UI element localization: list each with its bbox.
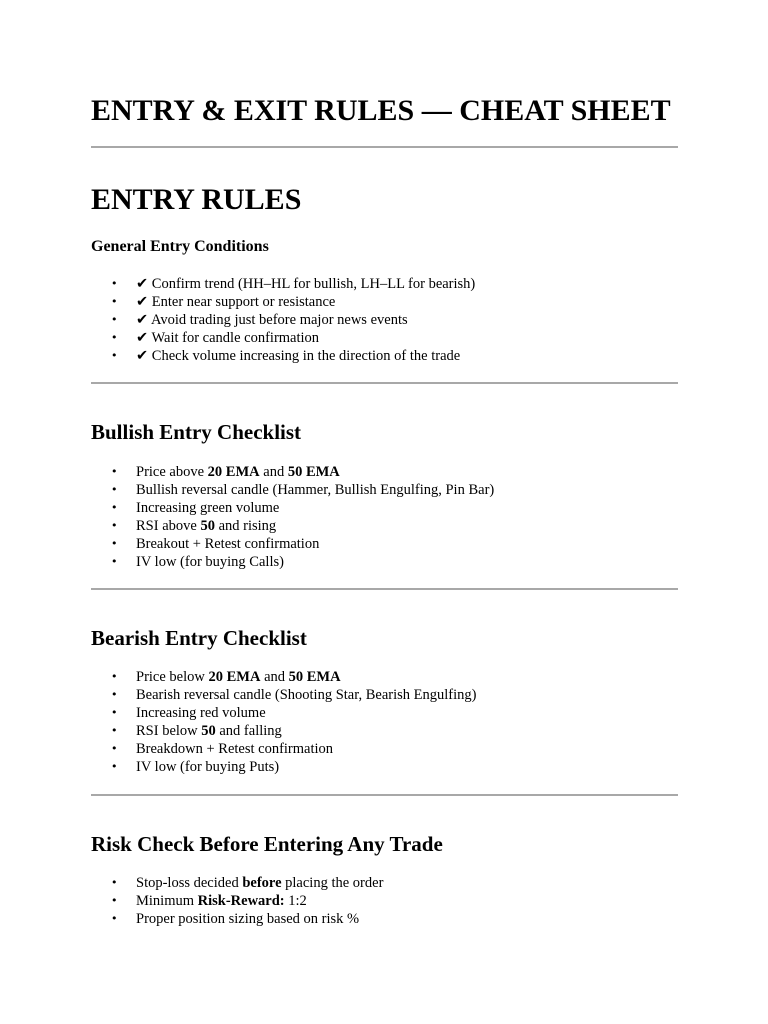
list-item: • Increasing green volume xyxy=(91,499,691,517)
list-item: • IV low (for buying Puts) xyxy=(91,758,691,776)
list-item: • IV low (for buying Calls) xyxy=(91,553,691,571)
item-bold-text: 20 EMA xyxy=(208,669,261,685)
list-item: • Increasing red volume xyxy=(91,704,691,722)
divider xyxy=(91,382,678,384)
page-title: ENTRY & EXIT RULES — CHEAT SHEET xyxy=(91,94,671,127)
item-text: and falling xyxy=(215,723,282,739)
list-item: • ✔ Check volume increasing in the direction of the trade xyxy=(91,347,691,365)
item-text: and xyxy=(259,464,288,480)
list-item: • ✔ Confirm trend (HH–HL for bullish, LH–LL for bearish) xyxy=(91,275,691,293)
list-item: • ✔ Enter near support or resistance xyxy=(91,293,691,311)
bearish-entry-checklist-heading: Bearish Entry Checklist xyxy=(91,626,307,650)
divider xyxy=(91,588,678,590)
general-entry-conditions-list xyxy=(91,275,691,365)
risk-check-heading: Risk Check Before Entering Any Trade xyxy=(91,832,443,856)
item-text: Price above xyxy=(136,464,208,480)
bullish-entry-checklist-heading: Bullish Entry Checklist xyxy=(91,420,302,444)
list-item xyxy=(91,463,691,481)
risk-check-list xyxy=(91,874,691,928)
item-text: Price below xyxy=(136,669,209,685)
item-text: Stop-loss decided xyxy=(136,875,243,891)
list-item xyxy=(91,874,691,892)
divider xyxy=(91,146,678,148)
list-item: • Proper position sizing based on risk % xyxy=(91,910,691,928)
item-text: RSI below xyxy=(136,723,202,739)
item-text: and xyxy=(260,669,289,685)
list-item: • Breakout + Retest confirmation xyxy=(91,535,691,553)
item-bold-text: Risk-Reward: xyxy=(197,893,285,909)
item-bold-text: 50 xyxy=(200,518,215,534)
list-item xyxy=(91,668,691,686)
bearish-entry-checklist xyxy=(91,668,691,776)
item-bold-text: 50 EMA xyxy=(288,669,341,685)
list-item xyxy=(91,892,691,910)
item-bold-text: 50 EMA xyxy=(287,464,340,480)
general-entry-conditions-heading: General Entry Conditions xyxy=(91,238,269,255)
bullish-entry-checklist xyxy=(91,463,691,571)
item-text: 1:2 xyxy=(284,893,307,909)
item-bold-text: 20 EMA xyxy=(207,464,260,480)
item-text: RSI above xyxy=(136,518,201,534)
item-bold-text: 50 xyxy=(201,723,216,739)
item-bold-text: before xyxy=(242,875,282,891)
list-item: • ✔ Wait for candle confirmation xyxy=(91,329,691,347)
item-text: Minimum xyxy=(136,893,198,909)
divider xyxy=(91,794,678,796)
list-item: • Bullish reversal candle (Hammer, Bullish Engulfing, Pin Bar) xyxy=(91,481,691,499)
list-item xyxy=(91,517,691,535)
list-item: • ✔ Avoid trading just before major news events xyxy=(91,311,691,329)
item-text: placing the order xyxy=(281,875,384,891)
list-item: • Bearish reversal candle (Shooting Star, Bearish Engulfing) xyxy=(91,686,691,704)
item-text: and rising xyxy=(214,518,277,534)
entry-rules-heading: ENTRY RULES xyxy=(91,183,302,216)
list-item xyxy=(91,722,691,740)
list-item: • Breakdown + Retest confirmation xyxy=(91,740,691,758)
